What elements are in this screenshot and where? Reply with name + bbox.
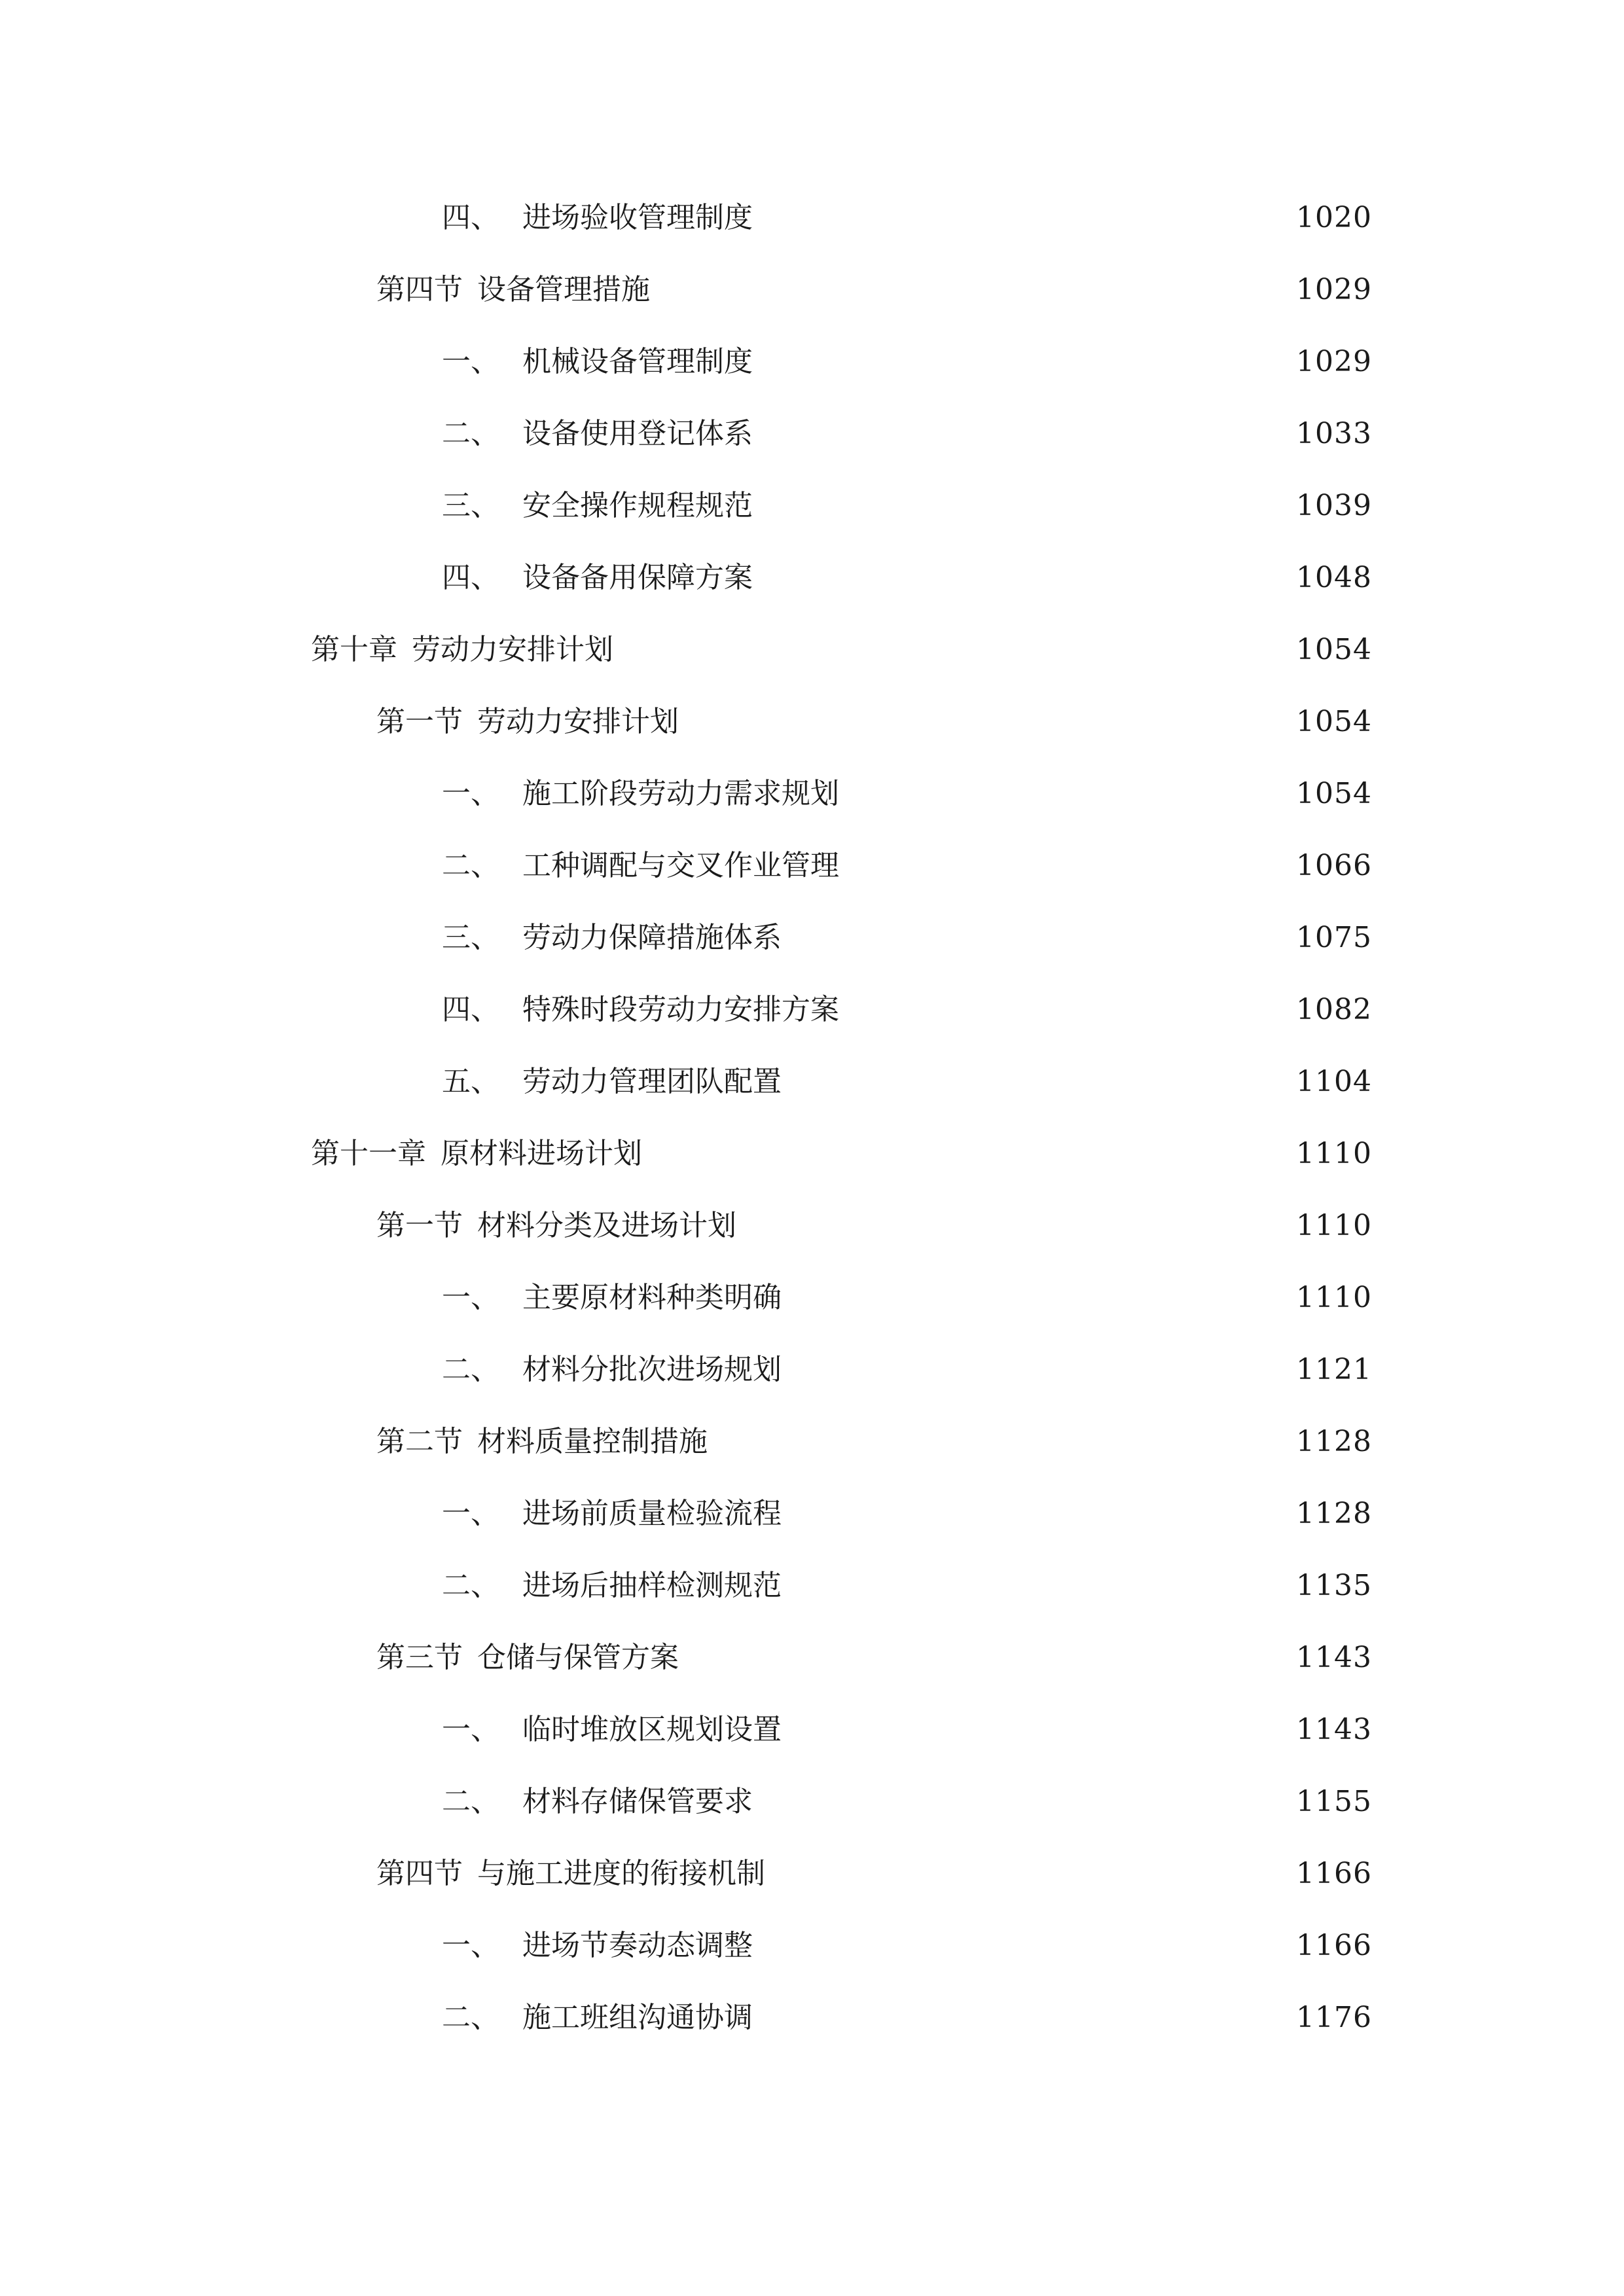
entry-number: 二、	[442, 417, 499, 450]
page-number: 1066	[1296, 849, 1372, 882]
entry-title: 设备备用保障方案	[522, 561, 753, 594]
entry-title: 工种调配与交叉作业管理	[522, 849, 839, 882]
dot-leader	[762, 1920, 1284, 1972]
toc-entry[interactable]	[376, 1200, 1372, 1252]
toc-entry[interactable]	[442, 408, 1372, 460]
entry-title: 进场节奏动态调整	[522, 1929, 753, 1962]
entry-number: 二、	[442, 1569, 499, 1602]
page-number: 1121	[1296, 1353, 1372, 1386]
toc-entry[interactable]	[442, 1488, 1372, 1540]
dot-leader	[848, 840, 1284, 892]
entry-number: 一、	[442, 1713, 499, 1746]
page-number: 1128	[1296, 1425, 1372, 1458]
entry-title: 材料分类及进场计划	[477, 1209, 736, 1242]
page-number: 1110	[1296, 1281, 1372, 1314]
entry-number: 第一节	[376, 705, 463, 738]
toc-entry[interactable]	[311, 1128, 1372, 1180]
dot-leader	[688, 696, 1284, 748]
entry-number: 三、	[442, 489, 499, 522]
entry-number: 第四节	[376, 1857, 463, 1890]
page-number: 1135	[1296, 1569, 1372, 1602]
entry-title: 安全操作规程规范	[522, 489, 753, 522]
dot-leader	[746, 1200, 1284, 1252]
page-number: 1082	[1296, 993, 1372, 1026]
page-number: 1110	[1296, 1137, 1372, 1170]
toc-entry[interactable]	[442, 1344, 1372, 1396]
page-number: 1110	[1296, 1209, 1372, 1242]
page-number: 1029	[1296, 273, 1372, 306]
entry-number: 二、	[442, 849, 499, 882]
dot-leader	[762, 552, 1284, 604]
dot-leader	[688, 1632, 1284, 1684]
dot-leader	[848, 984, 1284, 1036]
page-number: 1166	[1296, 1929, 1372, 1962]
dot-leader	[659, 264, 1284, 316]
page-number: 1155	[1296, 1785, 1372, 1818]
dot-leader	[791, 1056, 1284, 1108]
entry-title: 施工班组沟通协调	[522, 2001, 753, 2034]
entry-number: 二、	[442, 1353, 499, 1386]
page-number: 1020	[1296, 201, 1372, 234]
entry-number: 五、	[442, 1065, 499, 1098]
entry-number: 第三节	[376, 1641, 463, 1674]
dot-leader	[791, 912, 1284, 964]
toc-entry[interactable]	[376, 696, 1372, 748]
toc-entry[interactable]	[442, 912, 1372, 964]
dot-leader	[791, 1560, 1284, 1612]
dot-leader	[791, 1704, 1284, 1756]
entry-number: 四、	[442, 201, 499, 234]
dot-leader	[651, 1128, 1284, 1180]
toc-entry[interactable]	[442, 552, 1372, 604]
dot-leader	[791, 1344, 1284, 1396]
entry-number: 一、	[442, 1929, 499, 1962]
entry-number: 二、	[442, 2001, 499, 2034]
entry-title: 仓储与保管方案	[477, 1641, 679, 1674]
entry-number: 一、	[442, 1281, 499, 1314]
toc-entry[interactable]	[442, 1992, 1372, 2044]
dot-leader	[848, 768, 1284, 820]
entry-title: 临时堆放区规划设置	[522, 1713, 782, 1746]
entry-number: 四、	[442, 993, 499, 1026]
page-number: 1054	[1296, 705, 1372, 738]
entry-number: 第十章	[311, 633, 397, 666]
entry-title: 进场前质量检验流程	[522, 1497, 782, 1530]
entry-title: 设备管理措施	[477, 273, 650, 306]
dot-leader	[762, 1776, 1284, 1828]
entry-number: 四、	[442, 561, 499, 594]
toc-entry[interactable]	[442, 1776, 1372, 1828]
entry-title: 施工阶段劳动力需求规划	[522, 777, 839, 810]
entry-number: 第四节	[376, 273, 463, 306]
entry-number: 第一节	[376, 1209, 463, 1242]
page-number: 1029	[1296, 345, 1372, 378]
entry-title: 材料质量控制措施	[477, 1425, 708, 1458]
dot-leader	[717, 1416, 1284, 1468]
entry-number: 一、	[442, 1497, 499, 1530]
dot-leader	[774, 1848, 1284, 1900]
entry-title: 机械设备管理制度	[522, 345, 753, 378]
page-number: 1048	[1296, 561, 1372, 594]
page-number: 1143	[1296, 1713, 1372, 1746]
entry-number: 一、	[442, 345, 499, 378]
toc-entry[interactable]	[442, 1056, 1372, 1108]
toc-entry[interactable]	[311, 624, 1372, 676]
toc-entry[interactable]	[442, 1920, 1372, 1972]
page-number: 1039	[1296, 489, 1372, 522]
entry-title: 特殊时段劳动力安排方案	[522, 993, 839, 1026]
toc-entry[interactable]	[442, 480, 1372, 532]
toc-entry[interactable]	[376, 264, 1372, 316]
toc-entry[interactable]	[442, 984, 1372, 1036]
toc-entry[interactable]	[442, 840, 1372, 892]
entry-title: 材料分批次进场规划	[522, 1353, 782, 1386]
page-number: 1054	[1296, 633, 1372, 666]
entry-number: 第二节	[376, 1425, 463, 1458]
entry-title: 材料存储保管要求	[522, 1785, 753, 1818]
entry-title: 进场验收管理制度	[522, 201, 753, 234]
page-number: 1166	[1296, 1857, 1372, 1890]
dot-leader	[791, 1488, 1284, 1540]
page-number: 1143	[1296, 1641, 1372, 1674]
entry-title: 主要原材料种类明确	[522, 1281, 782, 1314]
entry-number: 一、	[442, 777, 499, 810]
dot-leader	[623, 624, 1284, 676]
toc-entry[interactable]	[376, 1848, 1372, 1900]
toc-entry[interactable]	[442, 768, 1372, 820]
toc-entry[interactable]	[376, 1416, 1372, 1468]
entry-number: 三、	[442, 921, 499, 954]
page-number: 1075	[1296, 921, 1372, 954]
page-number: 1176	[1296, 2001, 1372, 2034]
dot-leader	[762, 192, 1284, 244]
entry-title: 设备使用登记体系	[522, 417, 753, 450]
dot-leader	[762, 408, 1284, 460]
entry-number: 二、	[442, 1785, 499, 1818]
toc-entry[interactable]	[442, 1560, 1372, 1612]
dot-leader	[762, 336, 1284, 388]
entry-title: 劳动力管理团队配置	[522, 1065, 782, 1098]
entry-title: 劳动力安排计划	[412, 633, 613, 666]
page-number: 1104	[1296, 1065, 1372, 1098]
toc-entry[interactable]	[442, 336, 1372, 388]
entry-title: 劳动力安排计划	[477, 705, 679, 738]
dot-leader	[762, 1992, 1284, 2044]
toc-entry[interactable]	[442, 1272, 1372, 1324]
toc-entry[interactable]	[442, 1704, 1372, 1756]
dot-leader	[762, 480, 1284, 532]
toc-entry[interactable]	[376, 1632, 1372, 1684]
entry-title: 进场后抽样检测规范	[522, 1569, 782, 1602]
entry-title: 劳动力保障措施体系	[522, 921, 782, 954]
page-number: 1054	[1296, 777, 1372, 810]
entry-title: 原材料进场计划	[441, 1137, 642, 1170]
page-number: 1128	[1296, 1497, 1372, 1530]
dot-leader	[791, 1272, 1284, 1324]
entry-number: 第十一章	[311, 1137, 426, 1170]
entry-title: 与施工进度的衔接机制	[477, 1857, 765, 1890]
page-number: 1033	[1296, 417, 1372, 450]
toc-entry[interactable]	[442, 192, 1372, 244]
